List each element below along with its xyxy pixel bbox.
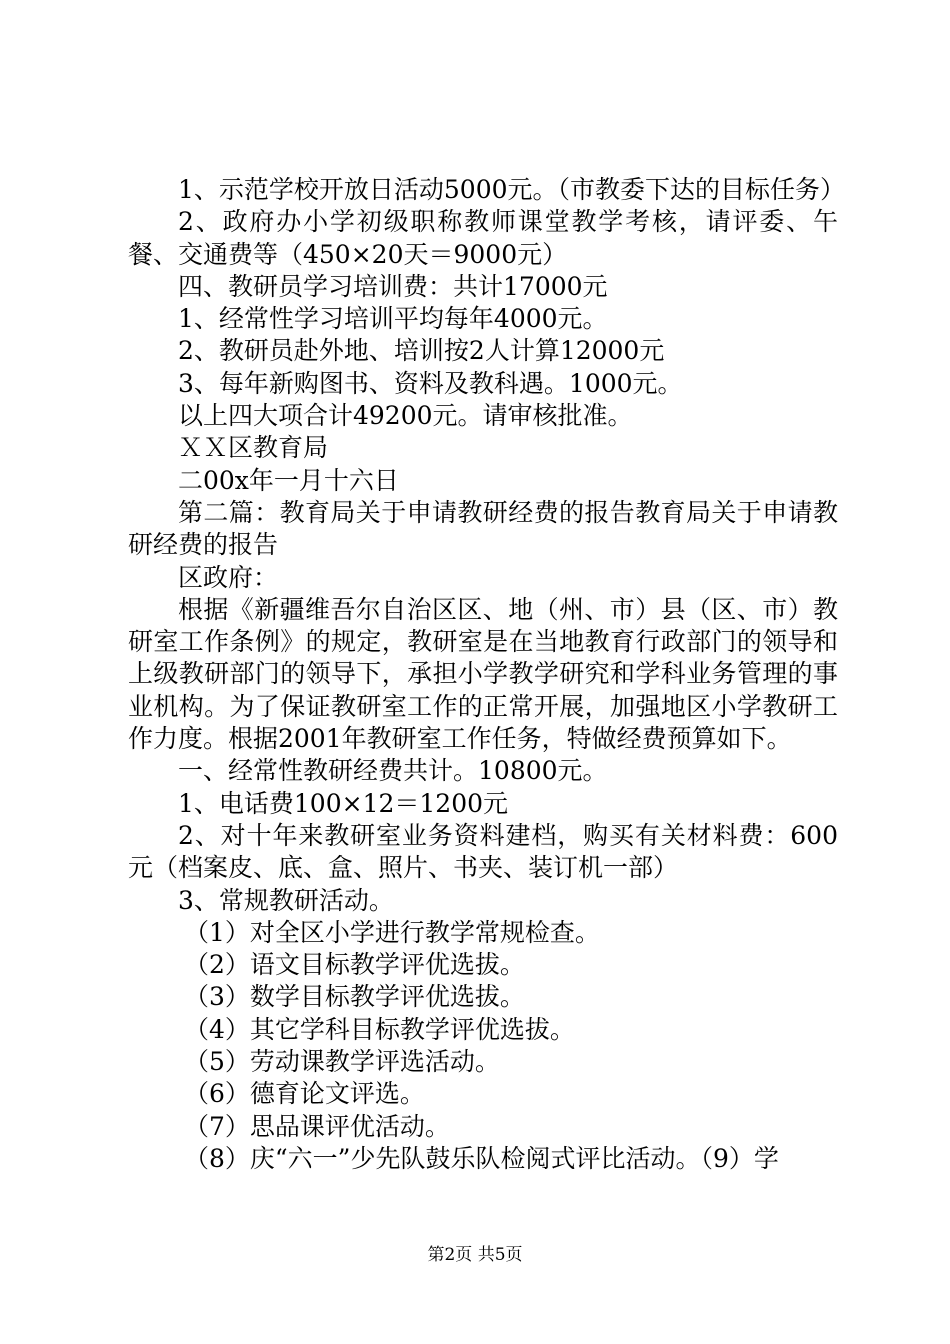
paragraph: 2、对十年来教研室业务资料建档，购买有关材料费：600元（档案皮、底、盒、照片、书夹、装订机一部） bbox=[128, 820, 838, 883]
section-heading: 四、教研员学习培训费：共计17000元 bbox=[178, 271, 608, 301]
list-item: （1）对全区小学进行教学常规检查。 bbox=[184, 917, 600, 947]
paragraph: 以上四大项合计49200元。请审核批准。 bbox=[178, 401, 633, 431]
paragraph: 3、每年新购图书、资料及教科遇。1000元。 bbox=[178, 368, 683, 398]
document-body bbox=[128, 174, 846, 1175]
list-item: （4）其它学科目标教学评优选拔。 bbox=[184, 1014, 575, 1044]
list-item: （8）庆“六一”少先队鼓乐队检阅式评比活动。（9）学 bbox=[184, 1143, 779, 1173]
paragraph: 3、常规教研活动。 bbox=[178, 885, 394, 915]
list-item: （5）劳动课教学评选活动。 bbox=[184, 1047, 500, 1077]
paragraph: 1、示范学校开放日活动5000元。（市教委下达的目标任务） bbox=[178, 175, 846, 204]
paragraph: 根据《新疆维吾尔自治区区、地（州、市）县（区、市）教研室工作条例》的规定，教研室是在当地教育行政部门的领导和上级教研部门的领导下，承担小学教学研究和学科业务管理的事业机构。为了保证教研室工作的正常开展，加强地区小学教研工作力度。根据2001年教研室工作任务，特做经费预算如下。 bbox=[128, 594, 838, 754]
addressee: 区政府： bbox=[178, 562, 279, 592]
list-item: （6）德育论文评选。 bbox=[184, 1079, 425, 1109]
paragraph: 1、电话费100×12＝1200元 bbox=[178, 788, 509, 818]
signature-organization: ＸＸ区教育局 bbox=[178, 433, 329, 463]
paragraph: 1、经常性学习培训平均每年4000元。 bbox=[178, 304, 608, 334]
signature-date: 二00x年一月十六日 bbox=[178, 465, 399, 495]
page-footer: 第2页 共5页 bbox=[427, 1245, 523, 1265]
chapter-title: 第二篇：教育局关于申请教研经费的报告教育局关于申请教研经费的报告 bbox=[128, 497, 838, 560]
section-heading: 一、经常性教研经费共计。10800元。 bbox=[178, 756, 608, 786]
paragraph: 2、教研员赴外地、培训按2人计算12000元 bbox=[178, 336, 665, 366]
list-item: （3）数学目标教学评优选拔。 bbox=[184, 982, 525, 1012]
list-item: （7）思品课评优活动。 bbox=[184, 1111, 450, 1141]
list-item: （2）语文目标教学评优选拔。 bbox=[184, 950, 525, 980]
paragraph: 2、政府办小学初级职称教师课堂教学考核，请评委、午餐、交通费等（450×20天＝9000元） bbox=[128, 207, 838, 269]
